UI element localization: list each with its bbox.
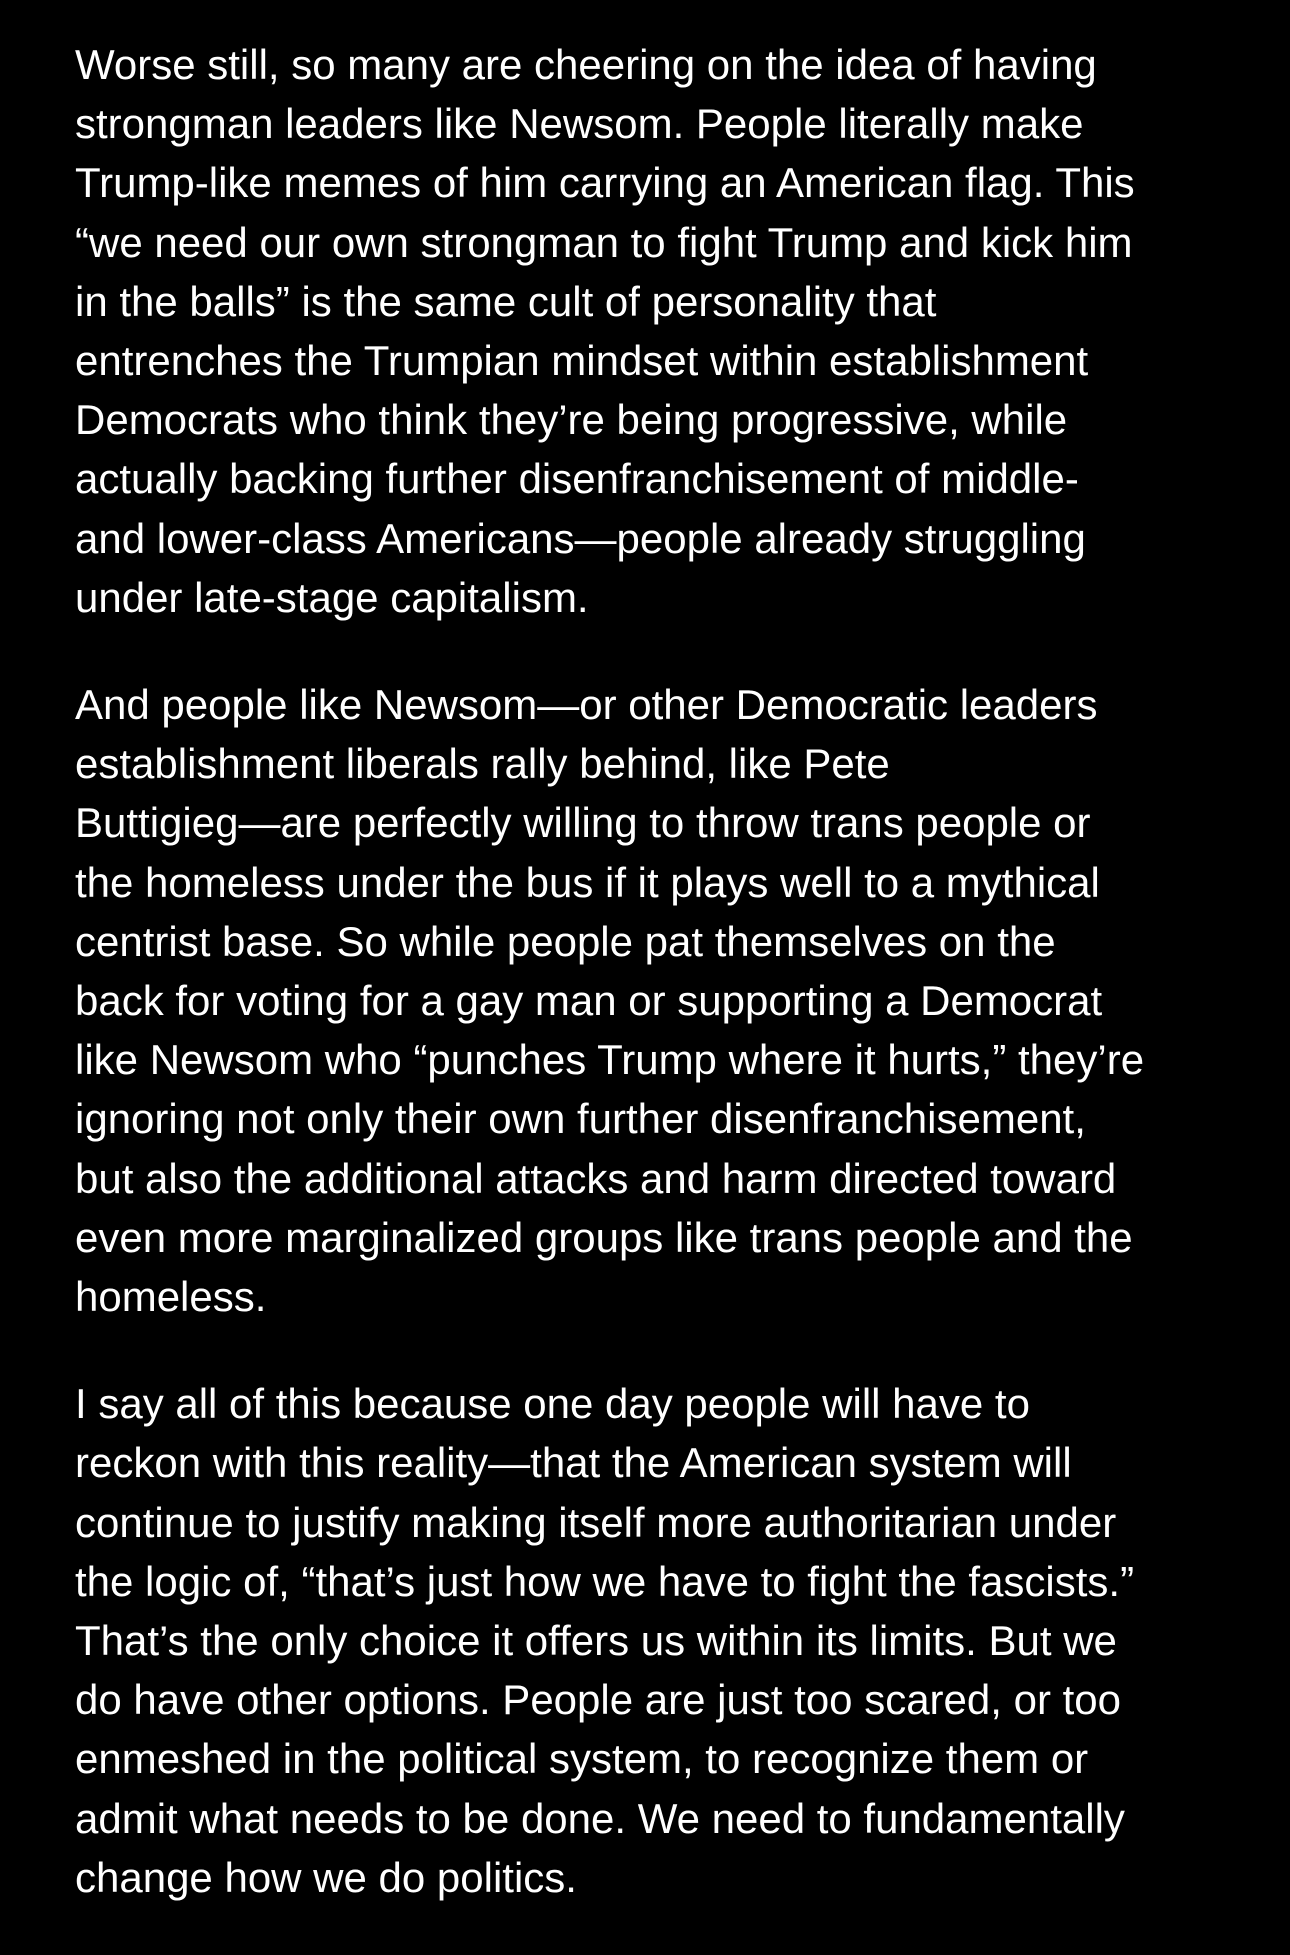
text-line: but also the additional attacks and harm directed toward xyxy=(75,1154,1117,1202)
text-line: the homeless under the bus if it plays well to a mythical xyxy=(75,858,1100,906)
text-line: centrist base. So while people pat themselves on the xyxy=(75,917,1056,965)
text-line: And people like Newsom—or other Democratic leaders xyxy=(75,681,1098,729)
text-line: in the balls” is the same cult of personality that xyxy=(75,277,937,325)
text-line: change how we do politics. xyxy=(75,1853,577,1901)
text-line: establishment liberals rally behind, like Pete xyxy=(75,740,890,788)
text-line: Democrats who think they’re being progressive, while xyxy=(75,396,1068,444)
paragraph-2 xyxy=(75,675,1215,1326)
text-line: back for voting for a gay man or supporting a Democrat xyxy=(75,977,1103,1025)
text-line: do have other options. People are just too scared, or too xyxy=(75,1676,1122,1724)
text-line: even more marginalized groups like trans people and the xyxy=(75,1213,1133,1261)
text-line: I say all of this because one day people will have to xyxy=(75,1380,1030,1428)
text-line: Buttigieg—are perfectly willing to throw trans people or xyxy=(75,799,1091,847)
text-line: actually backing further disenfranchisement of middle- xyxy=(75,455,1079,503)
text-line: the logic of, “that’s just how we have to fight the fascists.” xyxy=(75,1557,1135,1605)
text-line: strongman leaders like Newsom. People literally make xyxy=(75,100,1084,148)
text-line: under late-stage capitalism. xyxy=(75,573,589,621)
text-line: Worse still, so many are cheering on the idea of having xyxy=(75,41,1097,88)
text-line: ignoring not only their own further disenfranchisement, xyxy=(75,1095,1086,1143)
paragraph-3 xyxy=(75,1374,1215,1907)
article-body xyxy=(75,35,1215,1955)
text-line: reckon with this reality—that the American system will xyxy=(75,1439,1072,1487)
text-line: Trump-like memes of him carrying an American flag. This xyxy=(75,159,1135,207)
text-line: and lower-class Americans—people already struggling xyxy=(75,514,1086,562)
text-line: homeless. xyxy=(75,1273,267,1321)
text-line: That’s the only choice it offers us within its limits. But we xyxy=(75,1617,1117,1665)
paragraph-1 xyxy=(75,35,1215,627)
text-line: enmeshed in the political system, to recognize them or xyxy=(75,1735,1089,1783)
text-line: admit what needs to be done. We need to fundamentally xyxy=(75,1794,1125,1842)
text-line: “we need our own strongman to fight Trump and kick him xyxy=(75,218,1133,266)
text-line: continue to justify making itself more authoritarian under xyxy=(75,1498,1117,1546)
text-line: like Newsom who “punches Trump where it hurts,” they’re xyxy=(75,1036,1145,1084)
text-line: entrenches the Trumpian mindset within establishment xyxy=(75,337,1089,385)
